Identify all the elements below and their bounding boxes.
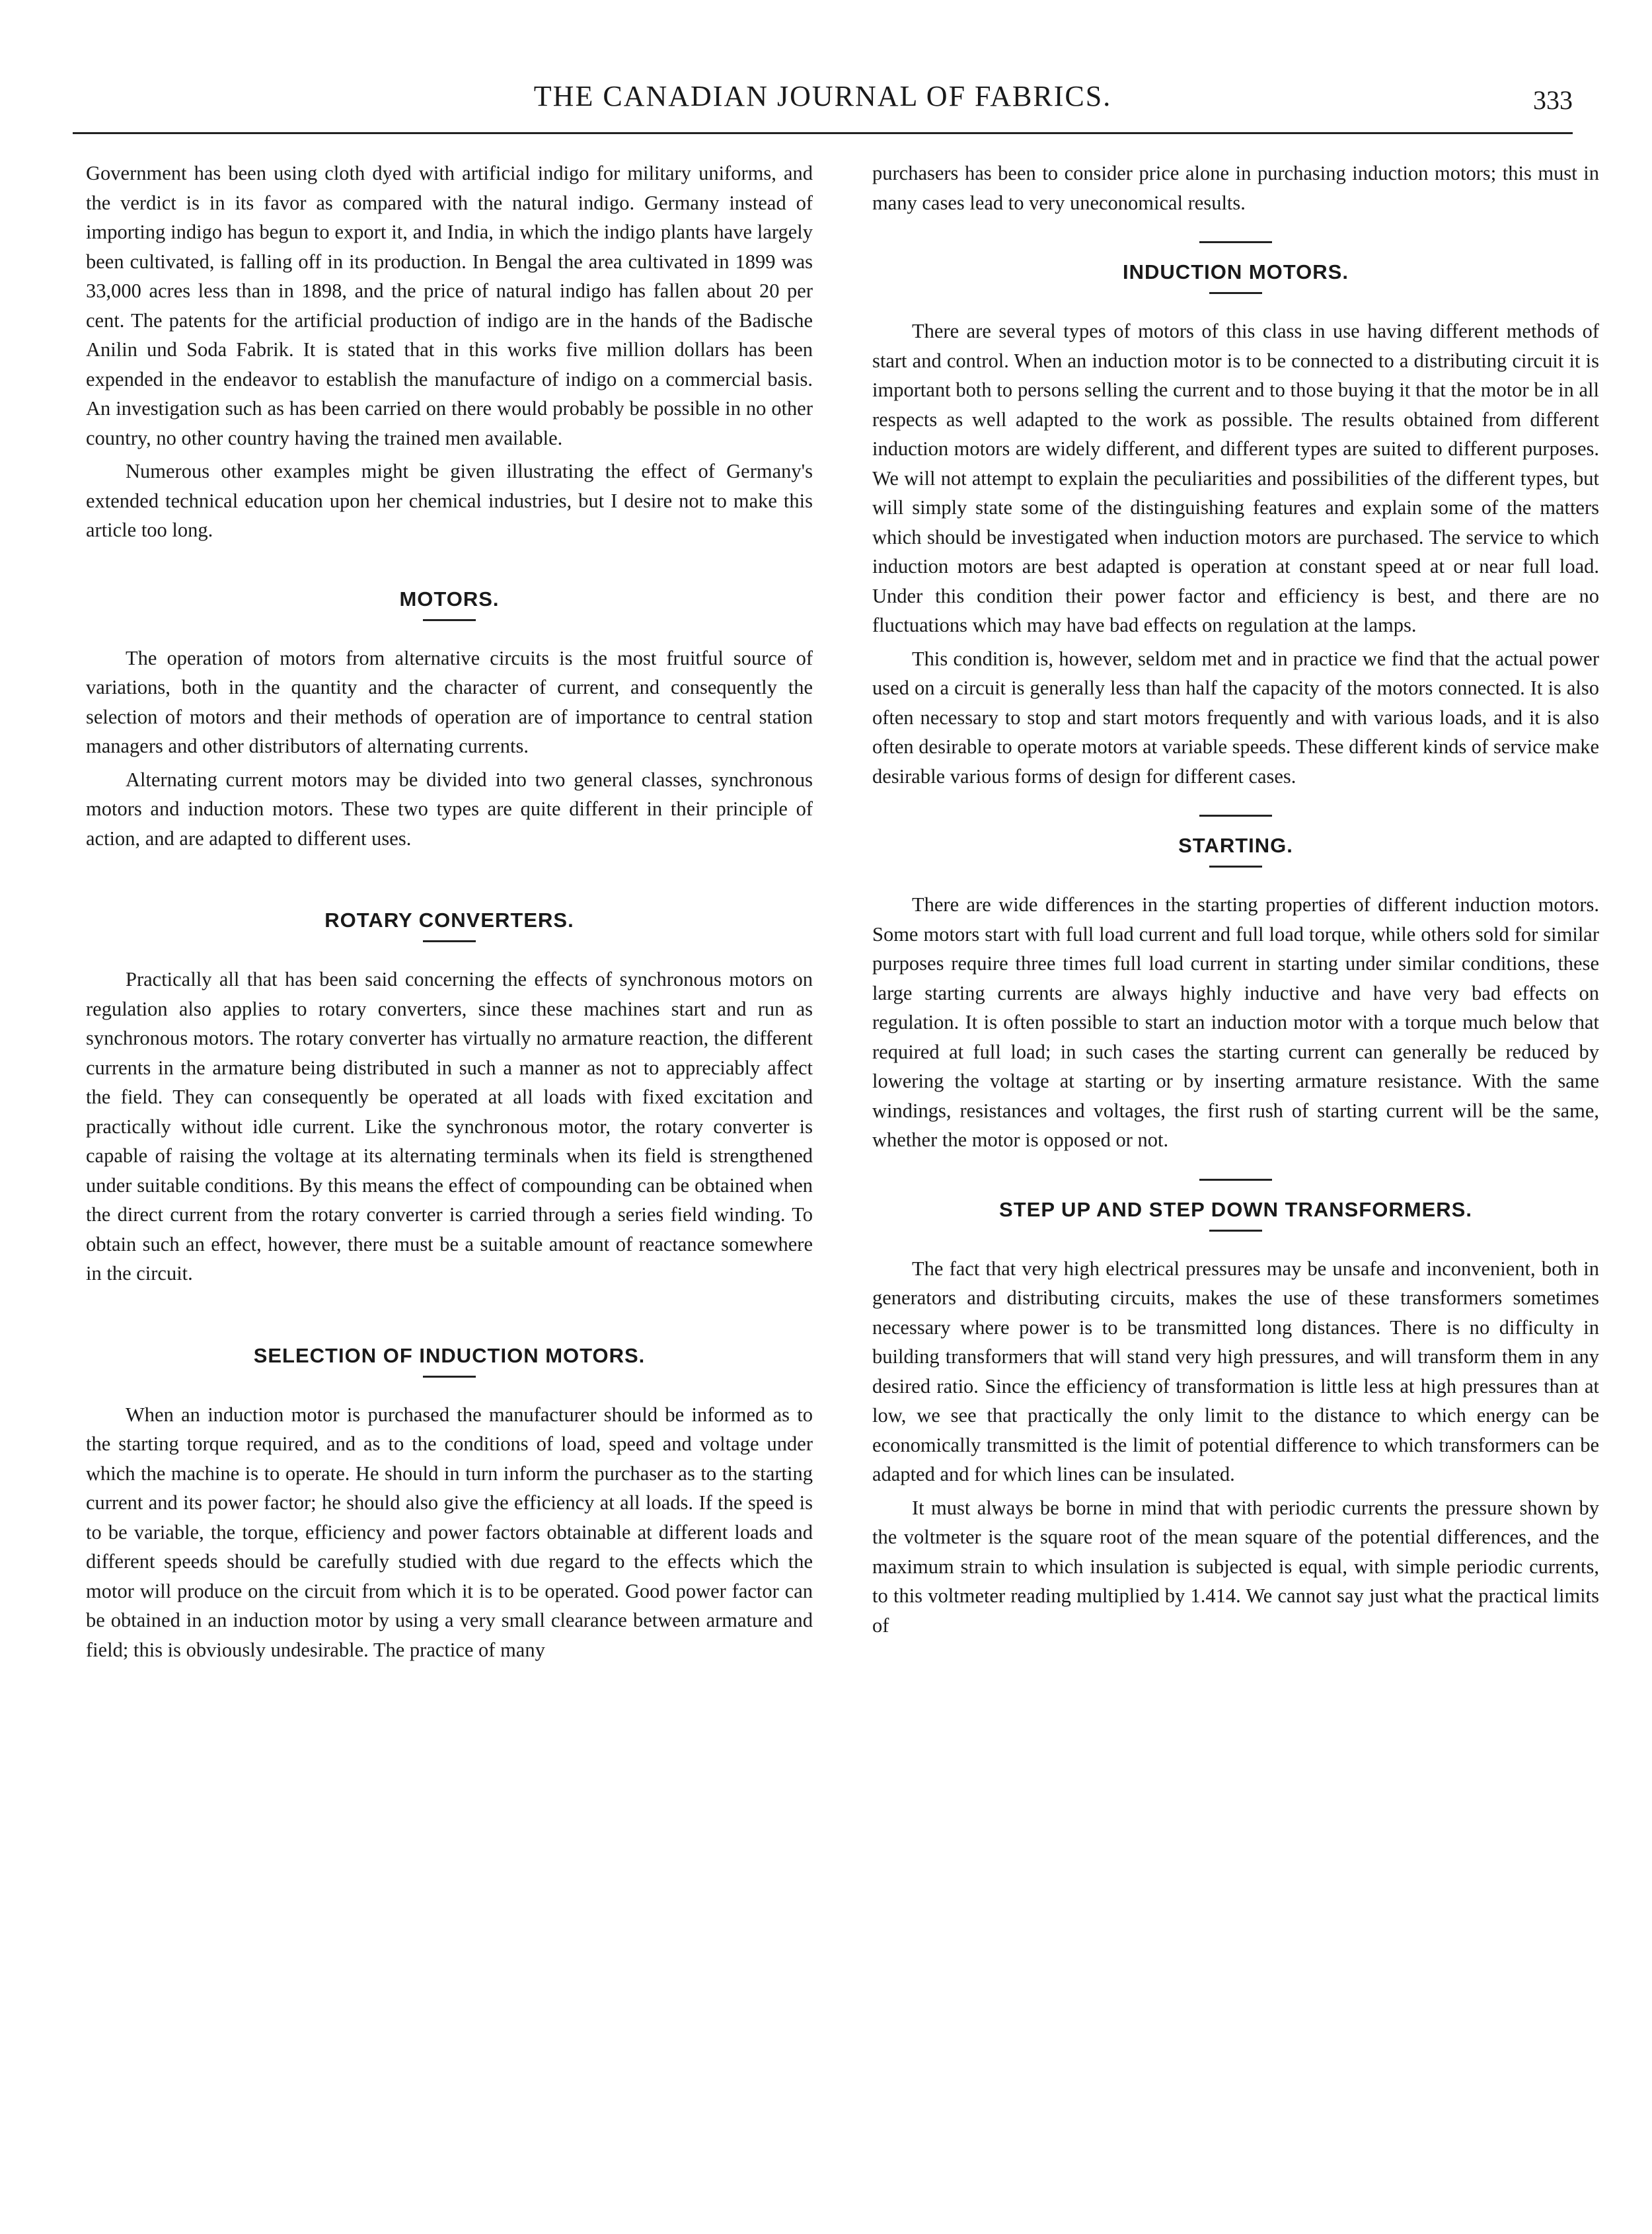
paragraph: Practically all that has been said concerning the effects of synchronous motors on regulation also applies to rotary converters, since these machines start and run as synchronous motors. The rotary converter has virtually no armature reaction, the different currents in the armature being distributed in such a manner as not to appreciably affect the field. They can consequently be operated at all loads with fixed excitation and practically without idle current. Like the synchronous motor, the rotary converter is capable of raising the voltage at its alternating terminals when its field is strengthened under suitable conditions. By this means the effect of compounding can be obtained when the direct current from the rotary converter is carried through a series field winding. To obtain such an effect, however, there must be a suitable amount of reactance somewhere in the circuit.: [86, 968, 813, 1285]
section-heading-selection-of-induction-motors: SELECTION OF INDUCTION MOTORS.: [253, 1343, 646, 1367]
paragraph: There are several types of motors of this class in use having different methods of start and control. When an induction motor is to be connected to a distributing circuit it is important both to persons selling the current and to those buying it that the motor be in all respects as well adapted to the work as possible. The results obtained from different induction motors are widely different, and different types are suited to different purposes. We will not attempt to explain the peculiarities and possibilities of the different types, but will simply state some of the distinguishing features and explain some of the matters which should be investigated when induction motors are purchased. The service to which induction motors are best adapted is operation at constant speed at or near full load. Under this condition their power factor and efficiency is best, and there are no fluctuations which may have bad effects on regulation at the lamps.: [872, 320, 1599, 636]
heading-rule: [1209, 866, 1262, 868]
section-heading-starting: STARTING.: [1178, 834, 1293, 857]
heading-rule: [423, 940, 476, 942]
paragraph: purchasers has been to consider price alone in purchasing induction motors; this must in many cases lead to very uneconomical results.: [872, 162, 1599, 214]
page-number: 333: [1533, 85, 1573, 115]
heading-rule: [1209, 292, 1262, 294]
section-heading-rotary-converters: ROTARY CONVERTERS.: [324, 909, 574, 932]
section-heading-motors: MOTORS.: [399, 587, 500, 611]
paragraph: There are wide differences in the starting properties of different induction motors. Some motors start with full load current and full load torque, while others sold for similar purposes require three times full load current in starting under similar conditions, these large starting currents are always highly inductive and have very bad effects on regulation. It is often possible to start an induction motor with a torque much below that required at full load; in such cases the starting current can generally be reduced by lowering the voltage at starting or by inserting armature resistance. With the same windings, resistances and voltages, the first rush of starting current will be the same, whether the motor is opposed or not.: [872, 893, 1599, 1151]
paragraph: Government has been using cloth dyed with artificial indigo for military uniforms, and the verdict is in its favor as compared with the natural indigo. Germany instead of importing indigo has begun to export it, and India, in which the indigo plants have largely been cultivated, is falling off in its production. In Bengal the area cultivated in 1899 was 33,000 acres less than in 1898, and the price of natural indigo has fallen about 20 per cent. The patents for the artificial production of indigo are in the hands of the Badische Anilin und Soda Fabrik. It is stated that in this works five million dollars has been expended in the endeavor to establish the manufacture of indigo on a commercial basis. An investigation such as has been carried on there would probably be possible in no other country, no other country having the trained men available.: [86, 162, 813, 449]
running-title: THE CANADIAN JOURNAL OF FABRICS.: [533, 80, 1112, 112]
paragraph: The operation of motors from alternative circuits is the most fruitful source of variations, both in the quantity and the character of current, and consequently the selection of motors and their methods of operation are of importance to central station managers and other distributors of alternating currents.: [86, 646, 813, 757]
section-separator: [1199, 241, 1272, 243]
paragraph: This condition is, however, seldom met and in practice we find that the actual power used on a circuit is generally less than half the capacity of the motors connected. It is also often necessary to stop and start motors frequently and with various loads, and it is also often desirable to operate motors at variable speeds. These different kinds of service make desirable various forms of design for different cases.: [872, 647, 1599, 788]
left-column: [86, 159, 813, 1668]
section-separator: [1199, 815, 1272, 817]
right-column: [872, 159, 1599, 1644]
header-rule: [73, 132, 1573, 134]
heading-rule: [423, 1376, 476, 1378]
heading-rule: [1209, 1230, 1262, 1232]
paragraph: Numerous other examples might be given illustrating the effect of Germany's extended technical education upon her chemical industries, but I desire not to make this article too long.: [86, 460, 813, 541]
section-heading-transformers: STEP UP AND STEP DOWN TRANSFORMERS.: [999, 1197, 1472, 1221]
paragraph: The fact that very high electrical pressures may be unsafe and inconvenient, both in generators and distributing circuits, makes the use of these transformers sometimes necessary where power is to be transmitted long distances. There is no difficulty in building transformers that will stand very high pressures, and will transform them in any desired ratio. Since the efficiency of transformation is little less at high pressures than at low, we see that practically the only limit to the distance to which energy can be economically transmitted is the limit of potential difference to which transformers can be adapted and for which lines can be insulated.: [872, 1257, 1599, 1485]
page-header: [73, 79, 1573, 139]
paragraph: Alternating current motors may be divided into two general classes, synchronous motors and induction motors. These two types are quite different in their principle of action, and are adapted to different uses.: [86, 768, 813, 850]
section-heading-induction-motors: INDUCTION MOTORS.: [1123, 260, 1349, 283]
paragraph: When an induction motor is purchased the manufacturer should be informed as to the starting torque required, and as to the conditions of load, speed and voltage under which the machine is to operate. He should in turn inform the purchaser as to the starting current and its power factor; he should also give the efficiency at all loads. If the speed is to be variable, the torque, efficiency and power factors obtainable at different loads and different speeds should be carefully studied with due regard to the effects which the motor will produce on the circuit from which it is to be operated. Good power factor can be obtained in an induction motor by using a very small clearance between armature and field; this is obviously undesirable. The practice of many: [86, 1403, 813, 1661]
section-separator: [1199, 1179, 1272, 1181]
paragraph: It must always be borne in mind that with periodic currents the pressure shown by the voltmeter is the square root of the mean square of the potential differences, and the maximum strain to which insulation is subjected is equal, with simple periodic currents, to this voltmeter reading multiplied by 1.414. We cannot say just what the practical limits of: [872, 1496, 1599, 1637]
heading-rule: [423, 619, 476, 621]
